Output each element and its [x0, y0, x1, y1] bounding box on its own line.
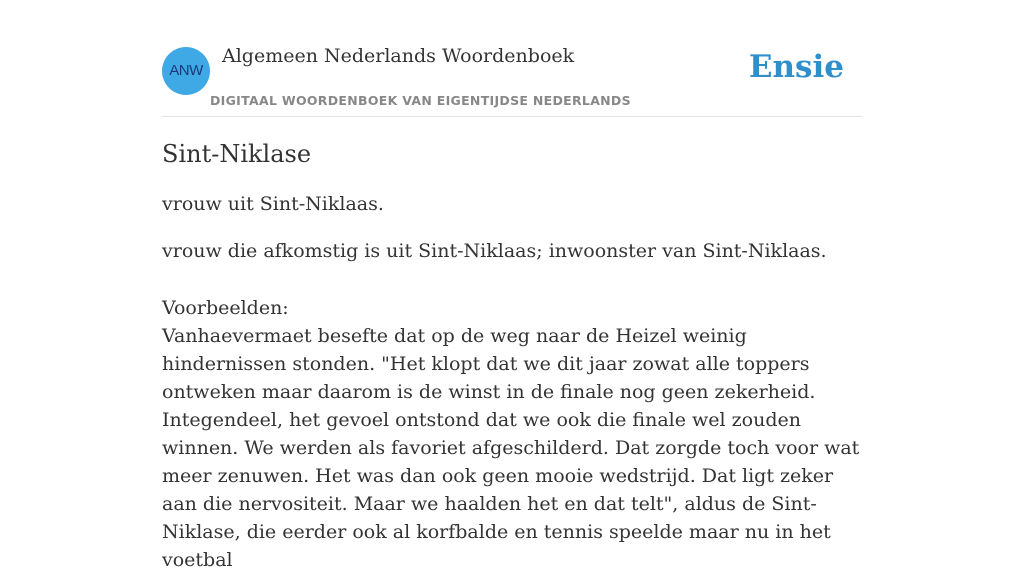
site-title[interactable]: Algemeen Nederlands Woordenboek — [222, 45, 575, 67]
anw-logo[interactable]: ANW — [162, 47, 210, 95]
entry-content — [162, 116, 862, 574]
ensie-logo[interactable]: Ensie — [748, 49, 844, 85]
examples-label: Voorbeelden: — [162, 297, 289, 319]
example-text: Vanhaevermaet besefte dat op de weg naar de Heizel weinig hindernissen stonden. "Het klopt dat we dit jaar zowat alle toppers ontweken maar daarom is de winst in de finale nog geen zekerheid. Integendeel, het gevoel ontstond dat we ook die finale wel zouden winnen. We werden als favoriet afgeschilderd. Dat zorgde toch voor wat meer zenuwen. Het was dan ook geen mooie wedstrijd. Dat ligt zeker aan die nervositeit. Maar we haalden het en dat telt", aldus de Sint-Niklase, die eerder ook al korfbalde en tennis speelde maar nu in het voetbal — [162, 325, 860, 571]
site-header — [162, 45, 862, 117]
long-definition: vrouw die afkomstig is uit Sint-Niklaas; inwoonster van Sint-Niklaas. — [162, 240, 827, 262]
site-subtitle: DIGITAAL WOORDENBOEK VAN EIGENTIJDSE NEDERLANDS — [210, 93, 631, 108]
entry-headword: Sint-Niklase — [162, 140, 312, 168]
short-definition: vrouw uit Sint-Niklaas. — [162, 193, 384, 215]
